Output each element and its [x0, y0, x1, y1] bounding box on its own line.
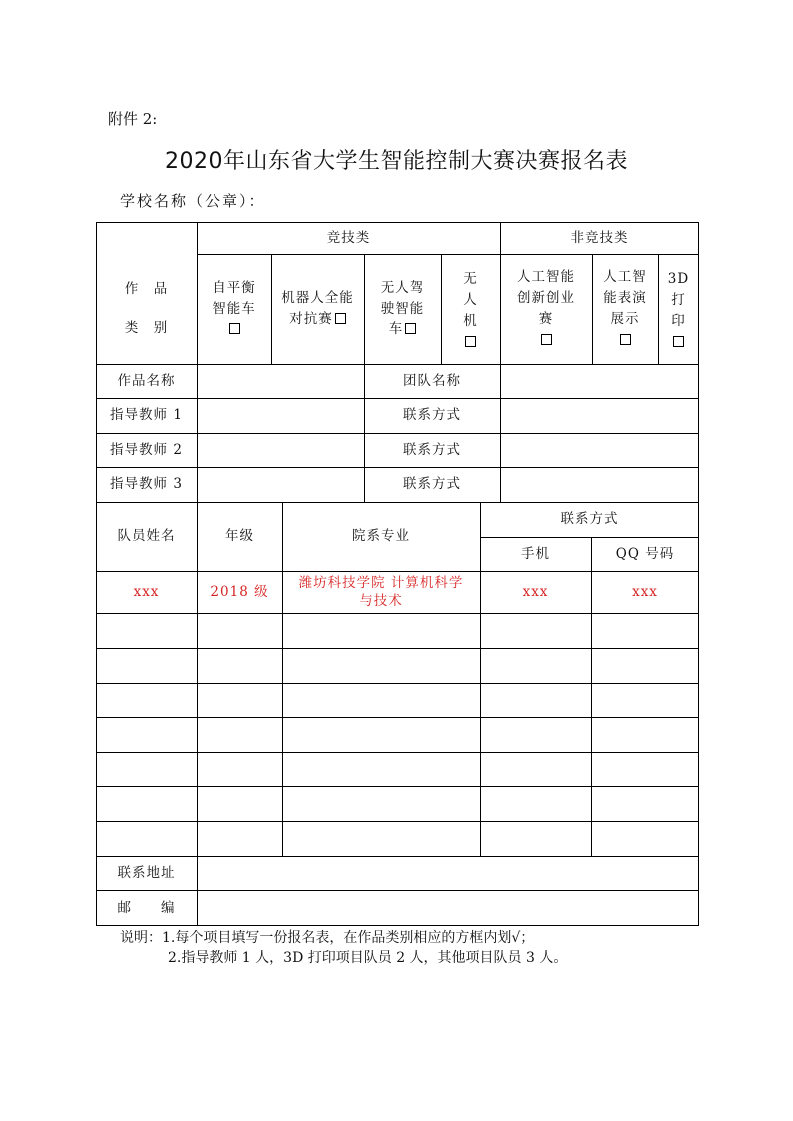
- checkbox[interactable]: [620, 334, 631, 345]
- option-line: 车: [388, 321, 404, 338]
- option-self-balancing-car[interactable]: [197, 266, 271, 352]
- option-line: 无: [463, 271, 478, 288]
- option-line: 能表演: [603, 290, 647, 307]
- checkbox[interactable]: [229, 323, 240, 334]
- competitive-header: 竞技类: [326, 229, 371, 246]
- example-phone: xxx: [522, 583, 549, 600]
- option-line: 赛: [538, 311, 554, 327]
- option-line: 自平衡: [212, 279, 256, 296]
- teacher1-field[interactable]: [197, 398, 364, 433]
- option-line: 对抗赛: [289, 311, 333, 327]
- checkbox[interactable]: [465, 336, 476, 347]
- address-label: 联系地址: [117, 864, 176, 881]
- teacher1-contact-label: 联系方式: [403, 407, 461, 424]
- option-line: 机: [463, 313, 478, 329]
- page-title: 2020年山东省大学生智能控制大赛决赛报名表: [165, 149, 628, 174]
- checkbox[interactable]: [541, 334, 552, 345]
- teacher2-field[interactable]: [197, 433, 364, 467]
- option-line: 3D: [667, 271, 690, 288]
- option-line: 人工智: [603, 269, 647, 286]
- teacher3-field[interactable]: [197, 467, 364, 502]
- member-qq-header: QQ 号码: [615, 545, 675, 562]
- example-dept-line1: 潍坊科技学院 计算机科学: [298, 574, 464, 591]
- option-robot-combat[interactable]: [271, 266, 364, 352]
- option-ai-performance[interactable]: [592, 266, 658, 352]
- option-drone[interactable]: [441, 266, 500, 356]
- option-line: 机器人全能: [281, 290, 354, 307]
- teacher2-label: 指导教师 2: [110, 441, 183, 458]
- option-line: 创新创业: [517, 290, 575, 307]
- note-line-2: 2.指导教师 1 人，3D 打印项目队员 2 人，其他项目队员 3 人。: [168, 950, 568, 966]
- member-phone-header: 手机: [521, 545, 550, 562]
- member-dept-header: 院系专业: [352, 528, 410, 545]
- teacher2-contact-field[interactable]: [500, 433, 699, 467]
- teacher3-label: 指导教师 3: [110, 476, 183, 493]
- team-name-label: 团队名称: [403, 372, 461, 389]
- address-field[interactable]: [197, 856, 699, 890]
- example-grade: 2018 级: [210, 583, 269, 600]
- category-label-line1: 作 品: [124, 281, 169, 298]
- option-ai-innovation[interactable]: [500, 266, 592, 352]
- teacher3-contact-field[interactable]: [500, 467, 699, 502]
- checkbox[interactable]: [405, 323, 416, 334]
- member-name-header: 队员姓名: [117, 528, 176, 545]
- non-competitive-header: 非竞技类: [570, 229, 629, 246]
- example-name: xxx: [133, 583, 160, 600]
- teacher1-label: 指导教师 1: [110, 407, 183, 424]
- member-grade-header: 年级: [225, 528, 254, 545]
- option-line: 人: [463, 292, 478, 309]
- option-line: 展示: [610, 311, 640, 327]
- postcode-field[interactable]: [197, 890, 699, 926]
- postcode-label: 邮 编: [117, 899, 176, 916]
- category-label-line2: 类 别: [124, 320, 169, 336]
- checkbox[interactable]: [335, 313, 346, 324]
- attachment-label: 附件 2:: [108, 110, 158, 128]
- example-dept-line2: 与技术: [359, 593, 403, 609]
- note-line-1: 说明：1.每个项目填写一份报名表，在作品类别相应的方框内划√；: [120, 930, 535, 946]
- option-3d-printing[interactable]: [658, 266, 699, 356]
- teacher3-contact-label: 联系方式: [403, 476, 461, 493]
- example-dept: [282, 571, 480, 613]
- example-qq: xxx: [632, 583, 658, 600]
- work-name-field[interactable]: [197, 364, 364, 398]
- option-line: 无人驾: [380, 279, 425, 296]
- team-name-field[interactable]: [500, 364, 699, 398]
- member-contact-header: 联系方式: [560, 511, 619, 528]
- category-label: [96, 254, 197, 364]
- option-line: 驶智能: [380, 300, 425, 317]
- option-line: 印: [671, 313, 686, 329]
- registration-table: [96, 222, 699, 926]
- work-name-label: 作品名称: [117, 372, 176, 389]
- option-autonomous-car[interactable]: [364, 266, 441, 352]
- option-line: 智能车: [212, 300, 256, 317]
- checkbox[interactable]: [673, 336, 684, 347]
- teacher1-contact-field[interactable]: [500, 398, 699, 433]
- option-line: 人工智能: [517, 269, 575, 286]
- option-line: 打: [671, 292, 686, 309]
- teacher2-contact-label: 联系方式: [403, 441, 461, 458]
- school-name-label: 学校名称（公章）：: [120, 192, 266, 210]
